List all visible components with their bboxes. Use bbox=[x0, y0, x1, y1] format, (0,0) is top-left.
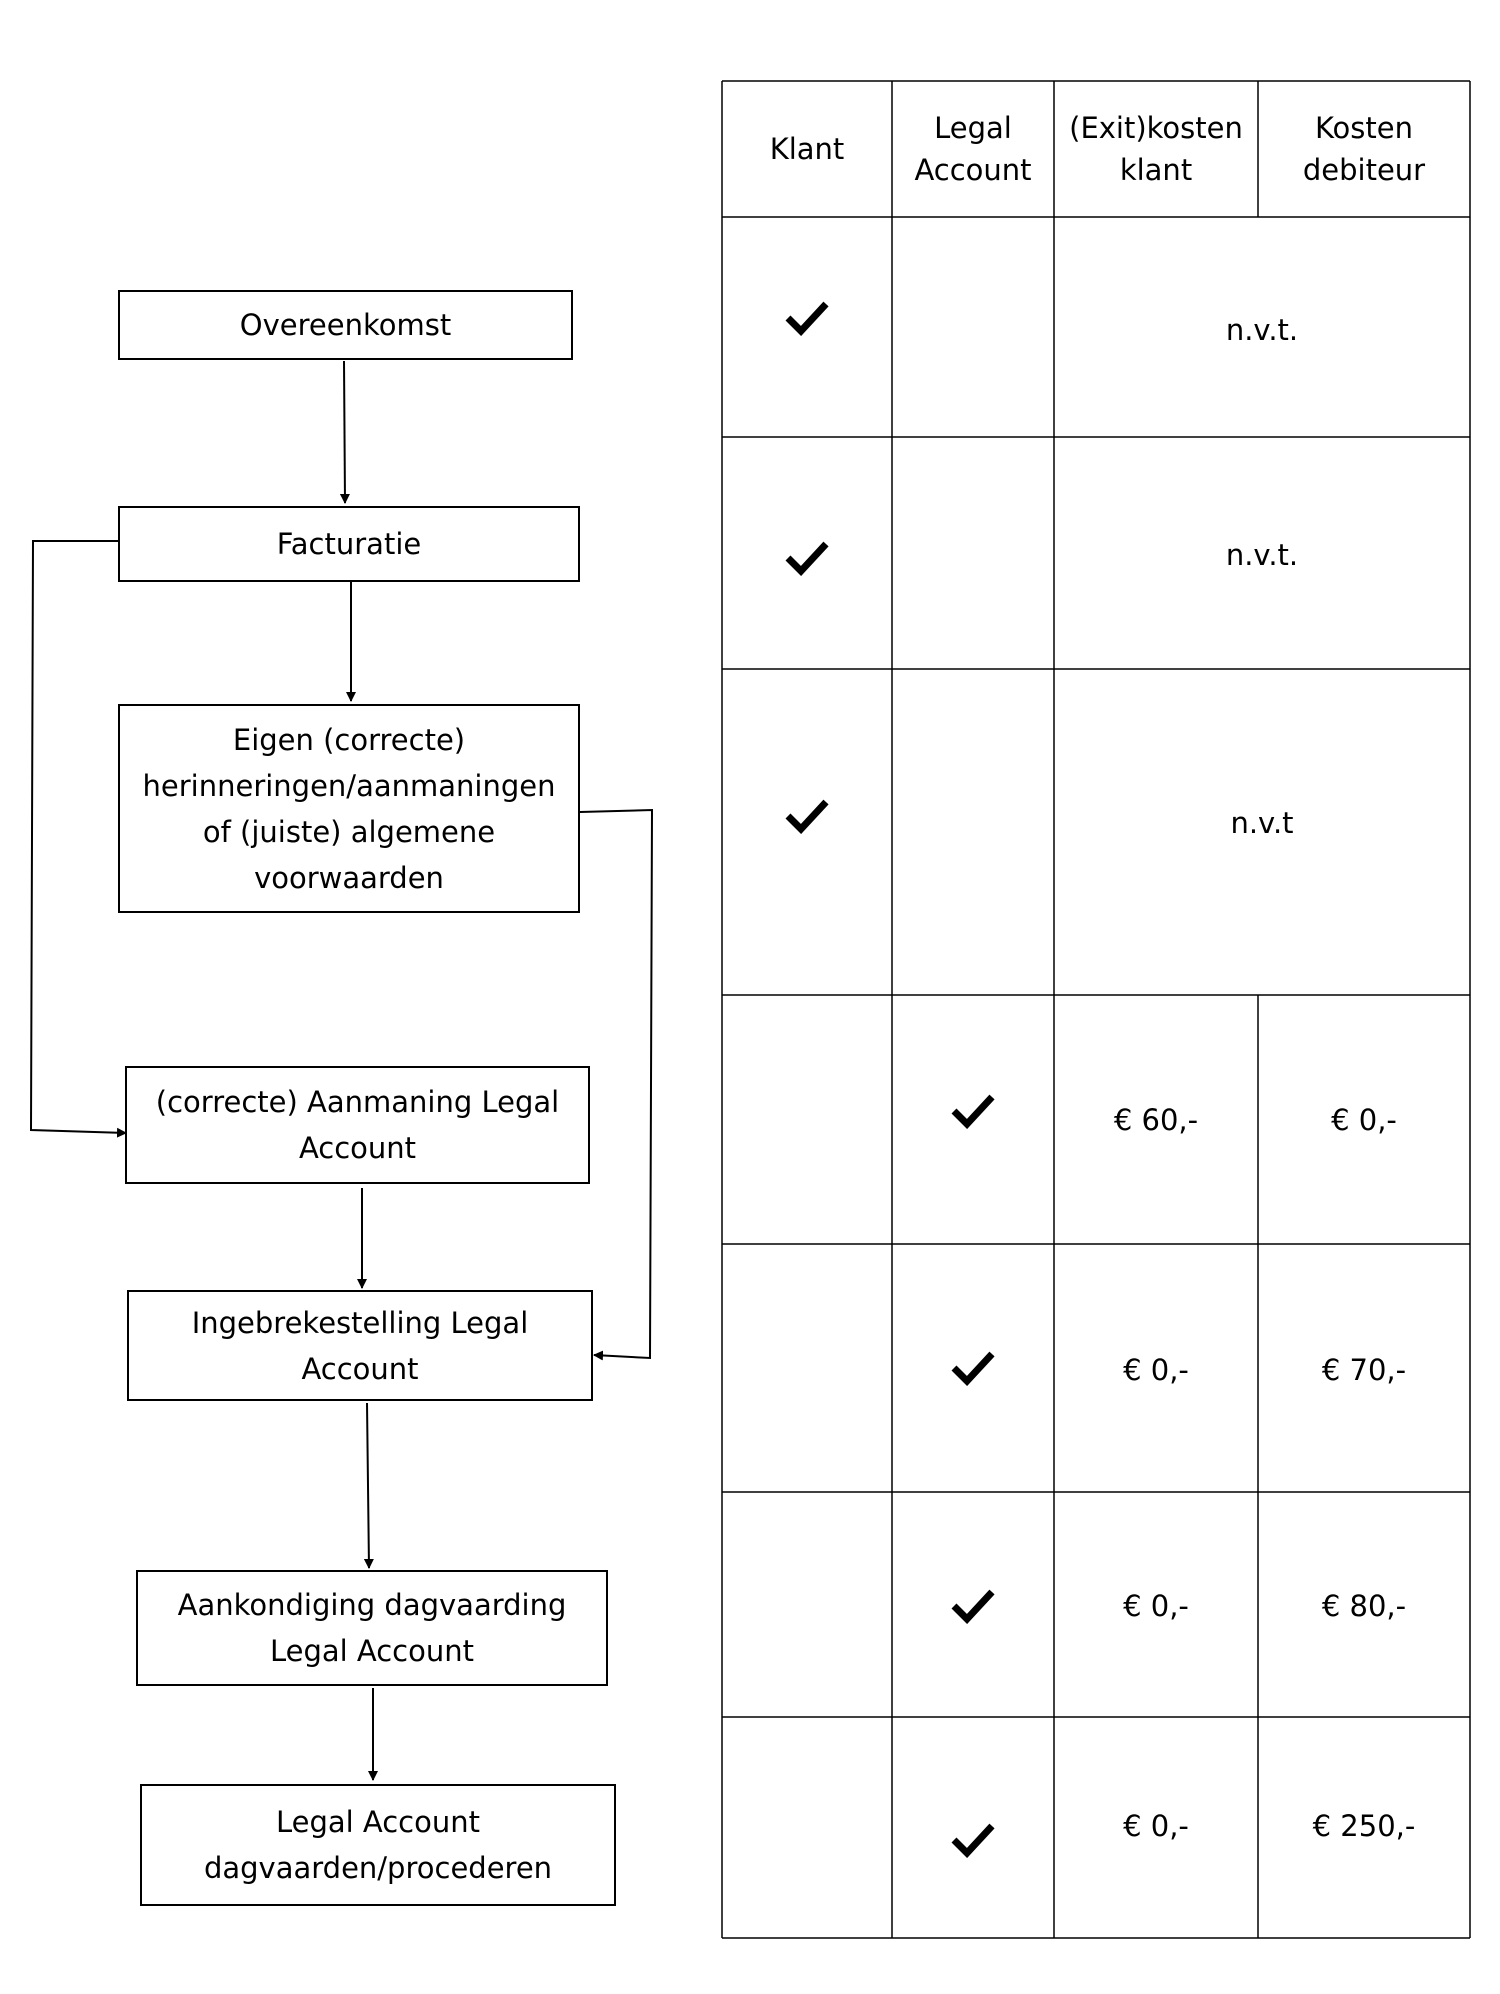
checkmark-icon bbox=[951, 1093, 995, 1129]
table-row-7-legal bbox=[892, 1812, 1054, 1868]
table-row-2-klant bbox=[722, 530, 892, 586]
flow-step-label: (correcte) Aanmaning Legal Account bbox=[155, 1085, 560, 1165]
checkmark-icon bbox=[951, 1350, 995, 1386]
table-row-1-costs: n.v.t. bbox=[1225, 313, 1299, 347]
table-row-5-exitkosten: € 0,- bbox=[1123, 1353, 1189, 1387]
flow-step-label: Ingebrekestelling Legal Account bbox=[191, 1305, 529, 1386]
table-row-5-kosten-debiteur: € 70,- bbox=[1321, 1353, 1407, 1387]
table-row-4-exitkosten: € 60,- bbox=[1113, 1103, 1199, 1137]
header-kosten-debiteur: Kosten debiteur bbox=[1302, 111, 1426, 187]
checkmark-icon bbox=[785, 300, 829, 336]
table-row-4-legal bbox=[892, 1083, 1054, 1139]
header-legal-account: Legal Account bbox=[914, 111, 1032, 187]
table-row-1-klant bbox=[722, 290, 892, 346]
checkmark-icon bbox=[785, 540, 829, 576]
checkmark-icon bbox=[785, 798, 829, 834]
table-row-6-legal bbox=[892, 1578, 1054, 1634]
table-row-3-costs: n.v.t bbox=[1230, 806, 1294, 840]
flow-step-label: Aankondiging dagvaarding Legal Account bbox=[177, 1588, 567, 1668]
table-row-7-kosten-debiteur: € 250,- bbox=[1312, 1809, 1416, 1843]
table-row-5-legal bbox=[892, 1340, 1054, 1396]
table-row-2-costs: n.v.t. bbox=[1225, 538, 1299, 572]
table-row-6-exitkosten: € 0,- bbox=[1123, 1589, 1189, 1623]
header-klant: Klant bbox=[769, 132, 845, 166]
checkmark-icon bbox=[951, 1822, 995, 1858]
table-row-4-kosten-debiteur: € 0,- bbox=[1331, 1103, 1397, 1137]
flow-step-label: Overeenkomst bbox=[239, 308, 452, 342]
table-row-7-exitkosten: € 0,- bbox=[1123, 1809, 1189, 1843]
checkmark-icon bbox=[951, 1588, 995, 1624]
header-exitkosten-klant: (Exit)kosten klant bbox=[1069, 111, 1243, 187]
flow-step-label: Facturatie bbox=[276, 527, 422, 561]
flow-step-label: Legal Account dagvaarden/procederen bbox=[203, 1805, 553, 1885]
table-row-6-kosten-debiteur: € 80,- bbox=[1321, 1589, 1407, 1623]
flow-step-label: Eigen (correcte) herinneringen/aanmaningen of (juiste) algemene voorwaarden bbox=[142, 722, 556, 895]
table-row-3-klant bbox=[722, 788, 892, 844]
